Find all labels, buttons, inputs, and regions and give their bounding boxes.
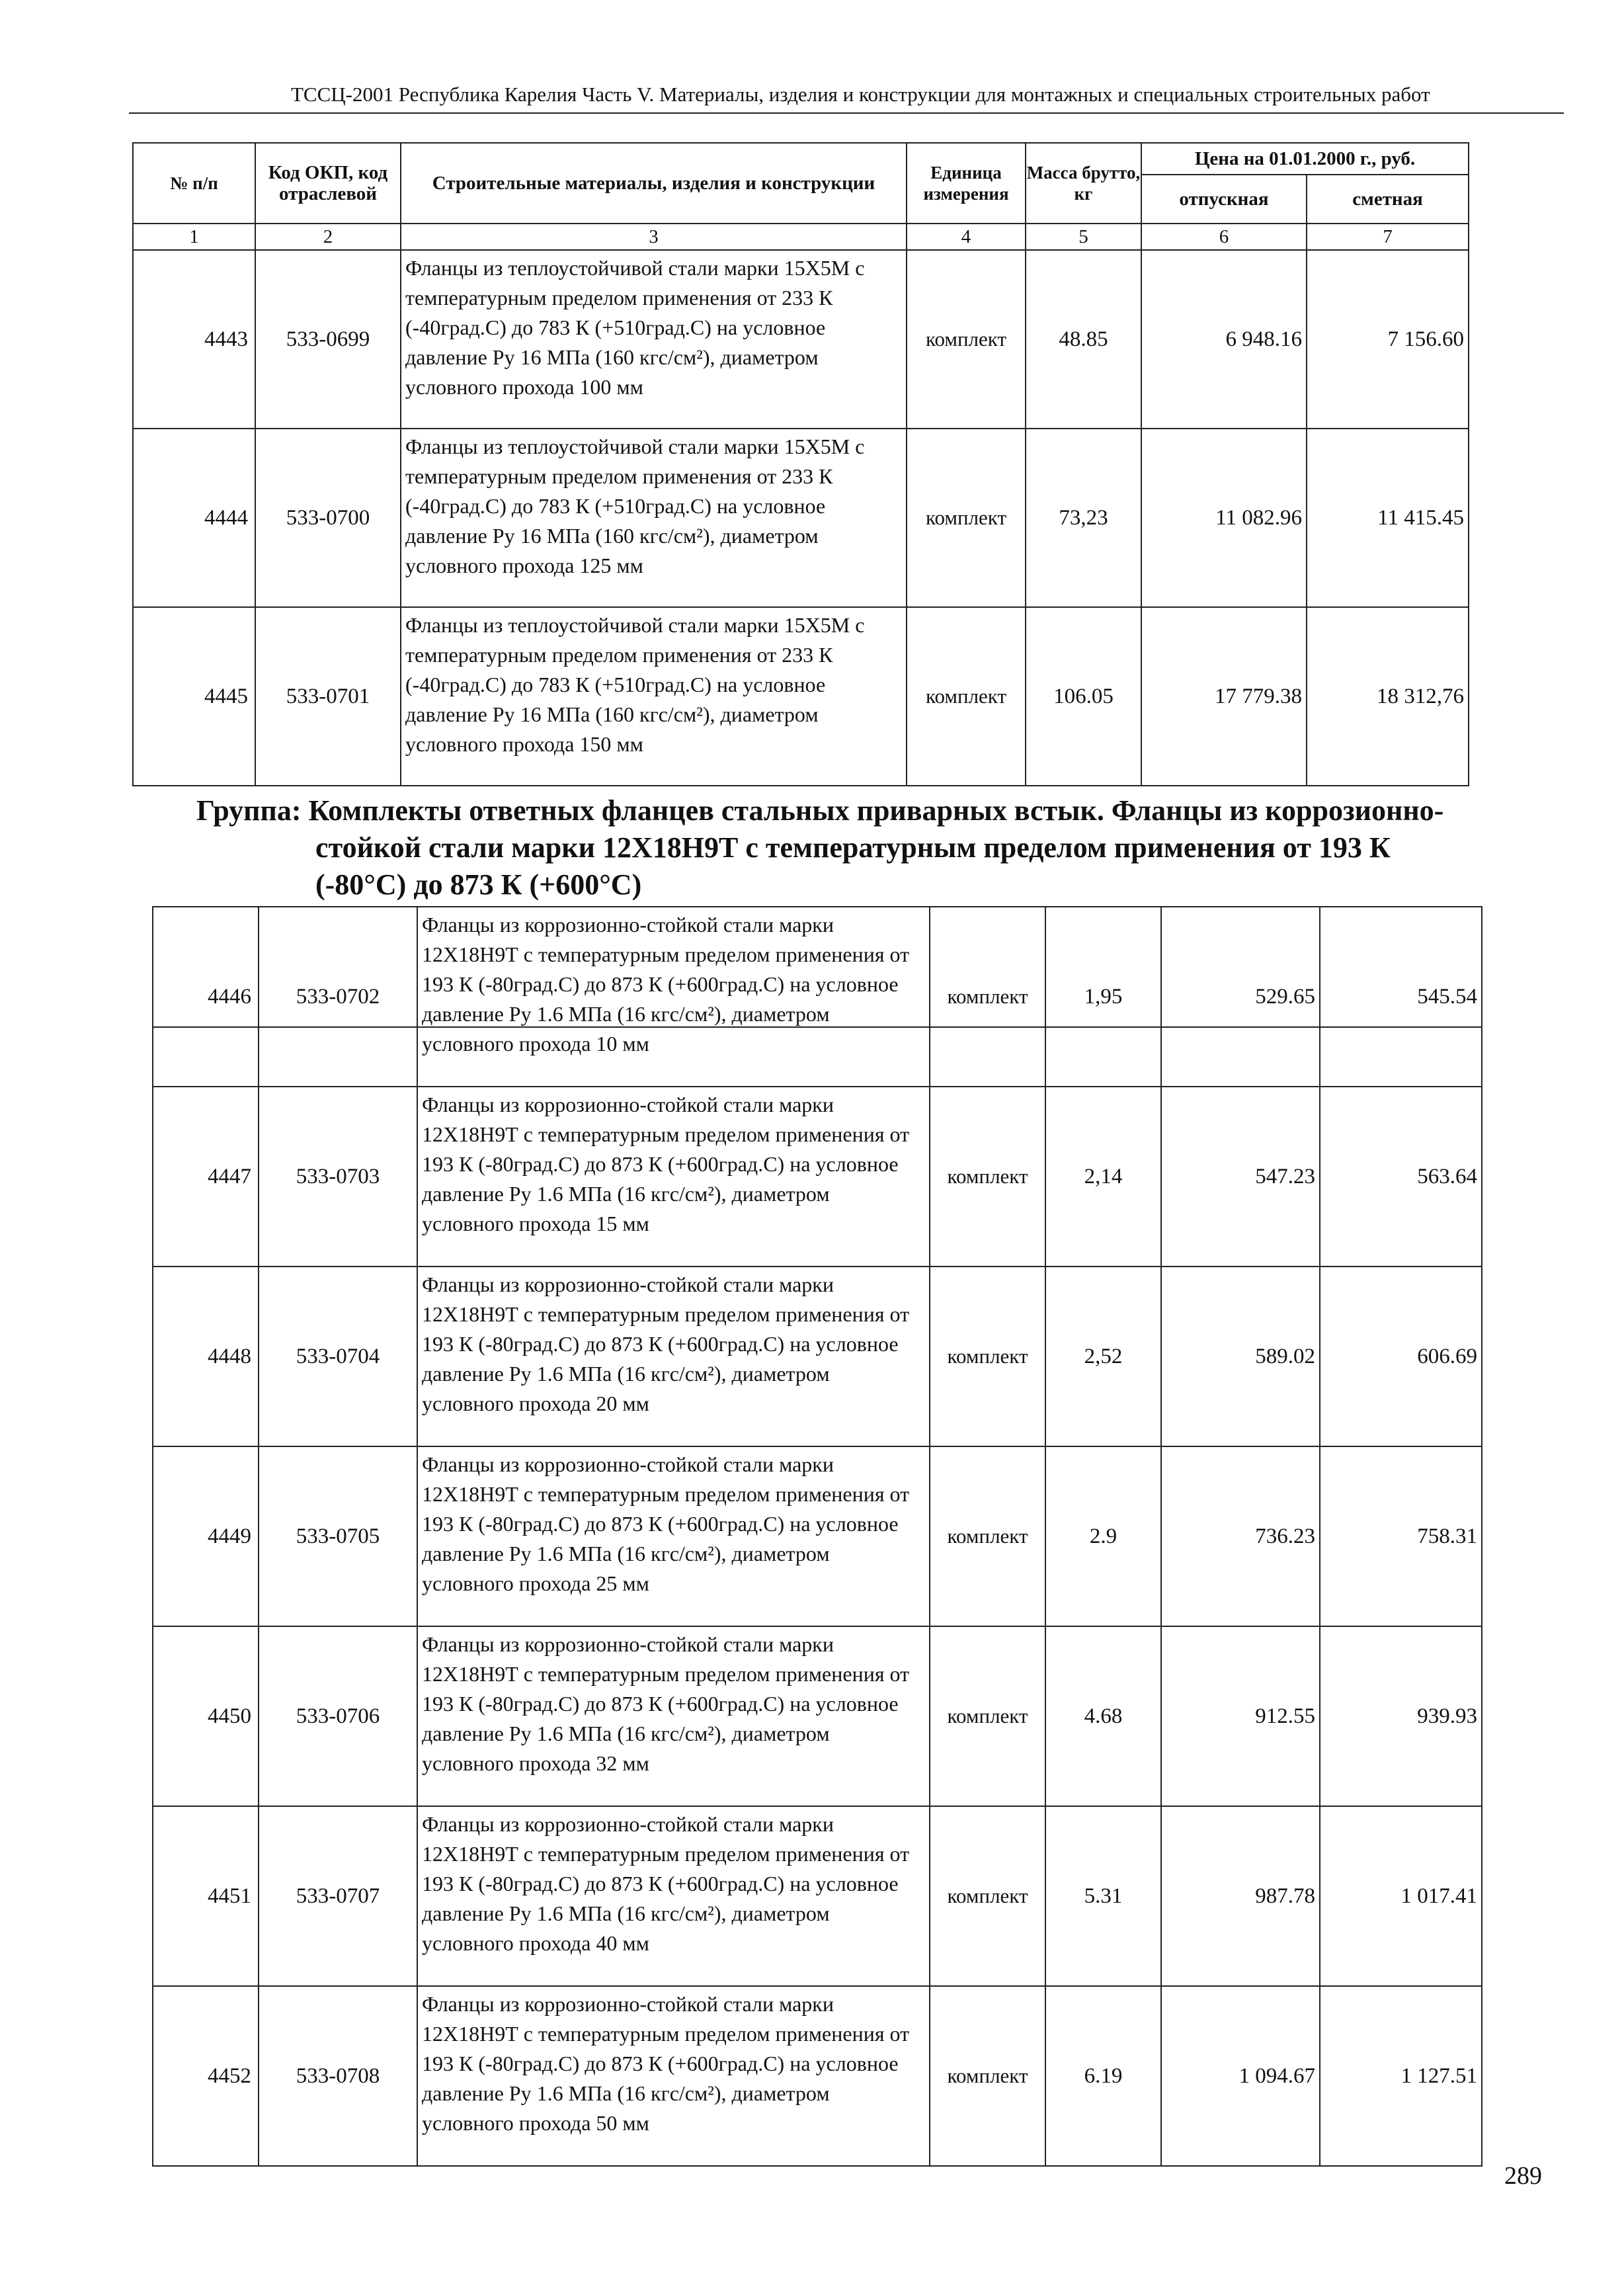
table-row [133, 250, 1469, 429]
col-no-header: № п/п [133, 143, 255, 224]
row-description: Фланцы из коррозионно-стойкой стали марки 12Х18Н9Т с температурным пределом применения от 193 К (-80град.С) до 873 К (+600град.С) на условное давление Ру 1.6 МПа (16 кгс/см²), диаметром условного прохода 50 мм [417, 1986, 930, 2166]
row-estimate-price: 1 127.51 [1320, 1986, 1482, 2166]
col-mass-header: Масса брутто, кг [1026, 143, 1141, 224]
table-row [153, 1267, 1482, 1446]
row-mass: 2,14 [1045, 1087, 1161, 1267]
row-number: 4451 [153, 1806, 259, 1986]
table-row [153, 1986, 1482, 2166]
row-release-price: 547.23 [1161, 1087, 1320, 1267]
row-release-price: 17 779.38 [1141, 607, 1307, 786]
row-release-price: 987.78 [1161, 1806, 1320, 1986]
row-description: Фланцы из теплоустойчивой стали марки 15Х5М с температурным пределом применения от 233 К (-40град.С) до 783 К (+510град.С) на условное давление Ру 16 МПа (160 кгс/см²), диаметром условного прохода 100 мм [401, 250, 907, 429]
col-name-header: Строительные материалы, изделия и конструкции [401, 143, 907, 224]
row-number: 4446 [153, 907, 259, 1087]
price-table-top [132, 142, 1469, 786]
row-release-price: 736.23 [1161, 1446, 1320, 1626]
price-table-group [152, 906, 1482, 2167]
row-unit: комплект [930, 1806, 1045, 1986]
table-row [153, 907, 1482, 1087]
row-estimate-price: 7 156.60 [1307, 250, 1469, 429]
row-description: Фланцы из коррозионно-стойкой стали марки 12Х18Н9Т с температурным пределом применения от 193 К (-80град.С) до 873 К (+600град.С) на условное давление Ру 1.6 МПа (16 кгс/см²), диаметром условного прохода 32 мм [417, 1626, 930, 1806]
row-estimate-price: 18 312,76 [1307, 607, 1469, 786]
row-unit: комплект [930, 1267, 1045, 1446]
row-code: 533-0708 [259, 1986, 417, 2166]
column-number: 7 [1307, 224, 1469, 250]
row-number: 4445 [133, 607, 255, 786]
row-release-price: 529.65 [1161, 907, 1320, 1087]
col-release-header: отпускная [1141, 175, 1307, 224]
running-header: ТССЦ-2001 Республика Карелия Часть V. Материалы, изделия и конструкции для монтажных и специальных строительных работ [291, 83, 1430, 106]
row-description: Фланцы из коррозионно-стойкой стали марки 12Х18Н9Т с температурным пределом применения от 193 К (-80град.С) до 873 К (+600град.С) на условное давление Ру 1.6 МПа (16 кгс/см²), диаметром условного прохода 20 мм [417, 1267, 930, 1446]
row-mass: 5.31 [1045, 1806, 1161, 1986]
col-estimate-header: сметная [1307, 175, 1469, 224]
row-description: Фланцы из теплоустойчивой стали марки 15Х5М с температурным пределом применения от 233 К (-40град.С) до 783 К (+510град.С) на условное давление Ру 16 МПа (160 кгс/см²), диаметром условного прохода 125 мм [401, 429, 907, 607]
row-release-price: 589.02 [1161, 1267, 1320, 1446]
row-mass: 4.68 [1045, 1626, 1161, 1806]
row-code: 533-0705 [259, 1446, 417, 1626]
row-estimate-price: 606.69 [1320, 1267, 1482, 1446]
row-code: 533-0704 [259, 1267, 417, 1446]
row-release-price: 912.55 [1161, 1626, 1320, 1806]
row-code: 533-0699 [255, 250, 401, 429]
row-mass: 73,23 [1026, 429, 1141, 607]
row-number: 4448 [153, 1267, 259, 1446]
column-number: 1 [133, 224, 255, 250]
row-unit: комплект [907, 250, 1026, 429]
col-unit-header: Единица измерения [907, 143, 1026, 224]
col-code-header: Код ОКП, код отраслевой [255, 143, 401, 224]
row-estimate-price: 758.31 [1320, 1446, 1482, 1626]
row-unit: комплект [930, 1446, 1045, 1626]
row-number: 4447 [153, 1087, 259, 1267]
row-release-price: 11 082.96 [1141, 429, 1307, 607]
row-mass: 2,52 [1045, 1267, 1161, 1446]
table-row [133, 607, 1469, 786]
row-mass: 48.85 [1026, 250, 1141, 429]
column-number: 3 [401, 224, 907, 250]
row-number: 4449 [153, 1446, 259, 1626]
table-row [133, 429, 1469, 607]
column-number: 5 [1026, 224, 1141, 250]
row-description: Фланцы из коррозионно-стойкой стали марки 12Х18Н9Т с температурным пределом применения от 193 К (-80град.С) до 873 К (+600град.С) на условное давление Ру 1.6 МПа (16 кгс/см²), диаметром условного прохода 25 мм [417, 1446, 930, 1626]
row-code: 533-0700 [255, 429, 401, 607]
row-unit: комплект [930, 1986, 1045, 2166]
row-number: 4444 [133, 429, 255, 607]
row-number: 4443 [133, 250, 255, 429]
row-number: 4450 [153, 1626, 259, 1806]
row-estimate-price: 545.54 [1320, 907, 1482, 1087]
row-release-price: 6 948.16 [1141, 250, 1307, 429]
row-description: Фланцы из коррозионно-стойкой стали марки 12Х18Н9Т с температурным пределом применения от 193 К (-80град.С) до 873 К (+600град.С) на условное давление Ру 1.6 МПа (16 кгс/см²), диаметром условного прохода 40 мм [417, 1806, 930, 1986]
row-mass: 6.19 [1045, 1986, 1161, 2166]
row-release-price: 1 094.67 [1161, 1986, 1320, 2166]
group-heading [153, 788, 1482, 908]
row-code: 533-0701 [255, 607, 401, 786]
row-mass: 1,95 [1045, 907, 1161, 1087]
row-unit: комплект [930, 1087, 1045, 1267]
row-description: Фланцы из теплоустойчивой стали марки 15Х5М с температурным пределом применения от 233 К (-40град.С) до 783 К (+510град.С) на условное давление Ру 16 МПа (160 кгс/см²), диаметром условного прохода 150 мм [401, 607, 907, 786]
row-unit: комплект [930, 1626, 1045, 1806]
page-number: 289 [1504, 2162, 1542, 2190]
row-estimate-price: 1 017.41 [1320, 1806, 1482, 1986]
row-estimate-price: 939.93 [1320, 1626, 1482, 1806]
row-unit: комплект [930, 907, 1045, 1087]
table-row [153, 1806, 1482, 1986]
row-code: 533-0706 [259, 1626, 417, 1806]
row-unit: комплект [907, 607, 1026, 786]
row-code: 533-0703 [259, 1087, 417, 1267]
table-row [153, 1446, 1482, 1626]
table-header-row [133, 143, 1469, 175]
row-unit: комплект [907, 429, 1026, 607]
table-row [153, 1626, 1482, 1806]
column-number: 6 [1141, 224, 1307, 250]
group-label: Группа: [196, 794, 302, 827]
header-rule [129, 112, 1564, 114]
column-number: 2 [255, 224, 401, 250]
row-code: 533-0702 [259, 907, 417, 1087]
row-estimate-price: 11 415.45 [1307, 429, 1469, 607]
row-description: Фланцы из коррозионно-стойкой стали марки 12Х18Н9Т с температурным пределом применения от 193 К (-80град.С) до 873 К (+600град.С) на условное давление Ру 1.6 МПа (16 кгс/см²), диаметром условного прохода 10 мм [417, 907, 930, 1087]
row-number: 4452 [153, 1986, 259, 2166]
row-mass: 2.9 [1045, 1446, 1161, 1626]
row-estimate-price: 563.64 [1320, 1087, 1482, 1267]
table-row [153, 1087, 1482, 1267]
row-mass: 106.05 [1026, 607, 1141, 786]
row-code: 533-0707 [259, 1806, 417, 1986]
row-description: Фланцы из коррозионно-стойкой стали марки 12Х18Н9Т с температурным пределом применения от 193 К (-80град.С) до 873 К (+600град.С) на условное давление Ру 1.6 МПа (16 кгс/см²), диаметром условного прохода 15 мм [417, 1087, 930, 1267]
col-price-header: Цена на 01.01.2000 г., руб. [1141, 143, 1469, 175]
column-number: 4 [907, 224, 1026, 250]
column-number-row [133, 224, 1469, 250]
group-title: Комплекты ответных фланцев стальных приварных встык. Фланцы из коррозионно-стойкой стали марки 12Х18Н9Т с температурным пределом применения от 193 К (-80°С) до 873 К (+600°С) [308, 794, 1444, 901]
